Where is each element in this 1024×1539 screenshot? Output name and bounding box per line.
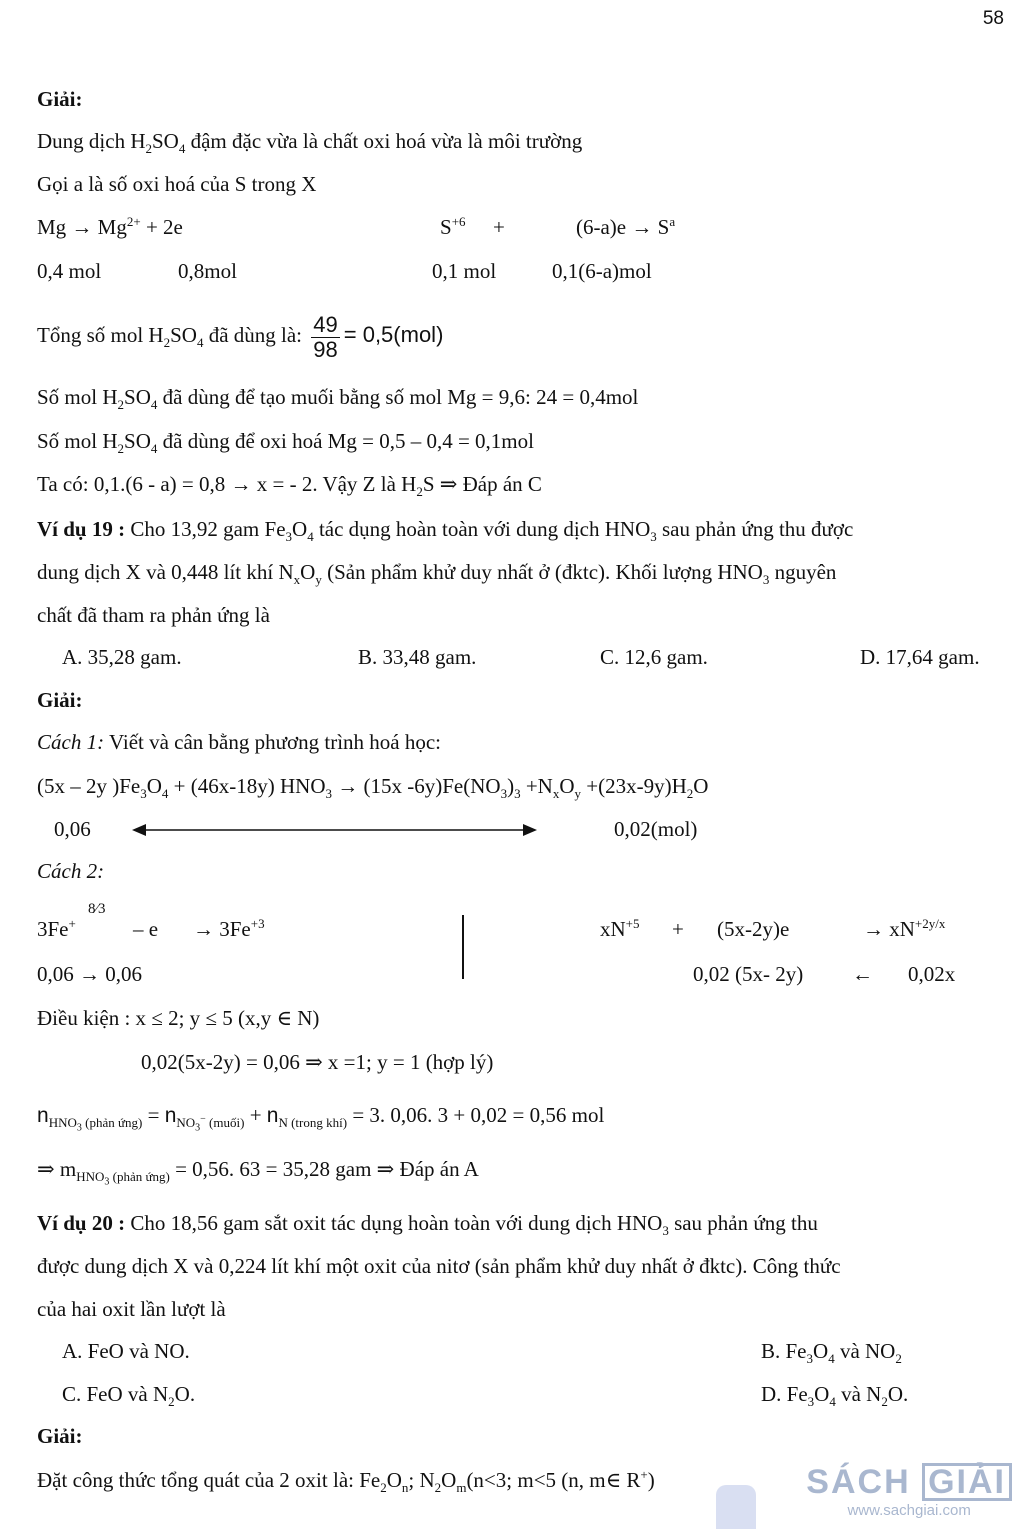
electron-gain: (5x-2y)e (717, 917, 790, 941)
heading-solution: Giải: (37, 87, 83, 111)
method-1: Cách 1: Viết và cân bằng phương trình hoá học: (37, 730, 442, 754)
half-reaction-fe: 3Fe+ (37, 916, 76, 941)
text-line: được dung dịch X và 0,224 lít khí một oxit của nitơ (sản phẩm khử duy nhất ở đktc). Công thức (37, 1254, 841, 1278)
equation-plus: + (672, 917, 684, 941)
condition-line: Điều kiện : x ≤ 2; y ≤ 5 (x,y ∈ N) (37, 1006, 320, 1030)
text-line-fraction: Tổng số mol $H_2SO_4$ đã dùng là: $\frac{49}{98}$ = 0,5(mol) (37, 311, 444, 362)
answer-option-b: B. 33,48 gam. (358, 645, 477, 669)
text-line: Đặt công thức tổng quát của 2 oxit là: $Fe_2O_n$; $N_2O_m(n<3$; m<5 (n, m∈ R+) (37, 1467, 655, 1496)
equation-right: $S^{+6}$ (440, 214, 466, 239)
answer-option-d: D. $Fe_3O_4$ và $N_2O$. (761, 1382, 909, 1410)
heading-solution: Giải: (37, 688, 83, 712)
answer-option-c: C. FeO và $N_2O$. (62, 1382, 196, 1410)
mass-result: ⇒ $m_{HNO_3 (phản ứng)} = 0,56$. 63 = 35,28 gam ⇒ Đáp án A (37, 1157, 479, 1188)
mole-value: 0,02x (908, 962, 956, 986)
text-line: Số mol $H_2SO_4$ đã dùng để oxi hoá Mg = 0,5 – 0,4 = 0,1mol (37, 429, 534, 457)
n-product: → $xN^{+2y/x}$ (863, 916, 946, 941)
molecule-icon (716, 1485, 756, 1529)
equation-plus: + (493, 215, 505, 239)
page-number: 58 (982, 8, 1004, 29)
text-line: chất đã tham ra phản ứng là (37, 603, 270, 627)
fe-product: → $3Fe^{+3}$ (193, 916, 265, 941)
condition-result: 0,02(5x-2y) = 0,06 ⇒ x =1; y = 1 (hợp lý) (141, 1050, 494, 1074)
heading-solution: Giải: (37, 1424, 83, 1448)
text-line: của hai oxit lần lượt là (37, 1297, 226, 1321)
text-line: Ta có: 0,1.(6 - a) = 0,8 → x = - 2. Vậy Z là $H_2S$ ⇒ Đáp án C (37, 472, 542, 500)
fraction: $\frac{49}{98}$ (313, 311, 338, 362)
equation-right-product: $(6-a)e \to S^a$ (576, 214, 676, 239)
text-line: Gọi a là số oxi hoá của S trong X (37, 172, 317, 196)
text-line: dung dịch X và 0,448 lít khí $N_xO_y$ (Sản phẩm khử duy nhất ở (đktc). Khối lượng $HNO_3$ nguyên (37, 560, 837, 588)
answer-option-a: A. FeO và NO. (62, 1339, 190, 1363)
mole-value: 0,1 mol (432, 259, 497, 283)
answer-option-c: C. 12,6 gam. (600, 645, 708, 669)
text-line: Số mol $H_2SO_4$ đã dùng để tạo muối bằng số mol Mg = 9,6: 24 = 0,4mol (37, 385, 639, 413)
answer-option-a: A. 35,28 gam. (62, 645, 182, 669)
fraction-exponent: 8⁄3 (88, 901, 106, 917)
left-arrow: ← (852, 962, 873, 986)
mole-value: 0,1(6-a)mol (552, 259, 652, 283)
electron-loss: – e (133, 917, 159, 941)
hno3-formula: $n_{HNO_3 (phản ứng)} = n_{NO_3^- (muối)} + n_{N (trong khí)} = 3$. 0,06. 3 + 0,02 = 0,56 mol (37, 1103, 605, 1134)
method-2: Cách 2: (37, 859, 105, 883)
text-line: Dung dịch $H_2SO_4$ đậm đặc vừa là chất oxi hoá vừa là môi trường (37, 129, 583, 157)
mole-value: 0,8mol (178, 259, 237, 283)
example-20: Ví dụ 20 : Cho 18,56 gam sắt oxit tác dụng hoàn toàn với dung dịch $HNO_3$ sau phản ứng thu (37, 1211, 818, 1239)
mole-value: 0,06 → 0,06 (37, 962, 142, 986)
equation-left: $Mg \to Mg^{2+} + 2e$ (37, 214, 183, 239)
half-reaction-n: $xN^{+5}$ (600, 916, 640, 941)
example-19: Ví dụ 19 : Cho 13,92 gam $Fe_3O_4$ tác dụng hoàn toàn với dung dịch $HNO_3$ sau phản ứng thu được (37, 517, 854, 545)
answer-option-d: D. 17,64 gam. (860, 645, 980, 669)
mole-value: 0,02 (5x- 2y) (693, 962, 804, 986)
mole-value: 0,06 (54, 817, 91, 841)
double-arrow-icon (132, 821, 537, 839)
balanced-equation: (5x – 2y )$Fe_3O_4 + (46x-18y)$ $HNO_3 \to (15x$ $-6y)Fe(NO_3)_3 +N_xO_y +(23x-9y)H_2O$ (37, 774, 709, 802)
column-divider (462, 915, 464, 979)
mole-value: 0,4 mol (37, 259, 102, 283)
mole-value: 0,02(mol) (614, 817, 698, 841)
watermark-logo: SÁCH GIẢI www.sachgiai.com (806, 1463, 1012, 1519)
answer-option-b: B. $Fe_3O_4$ và $NO_2$ (761, 1339, 902, 1367)
